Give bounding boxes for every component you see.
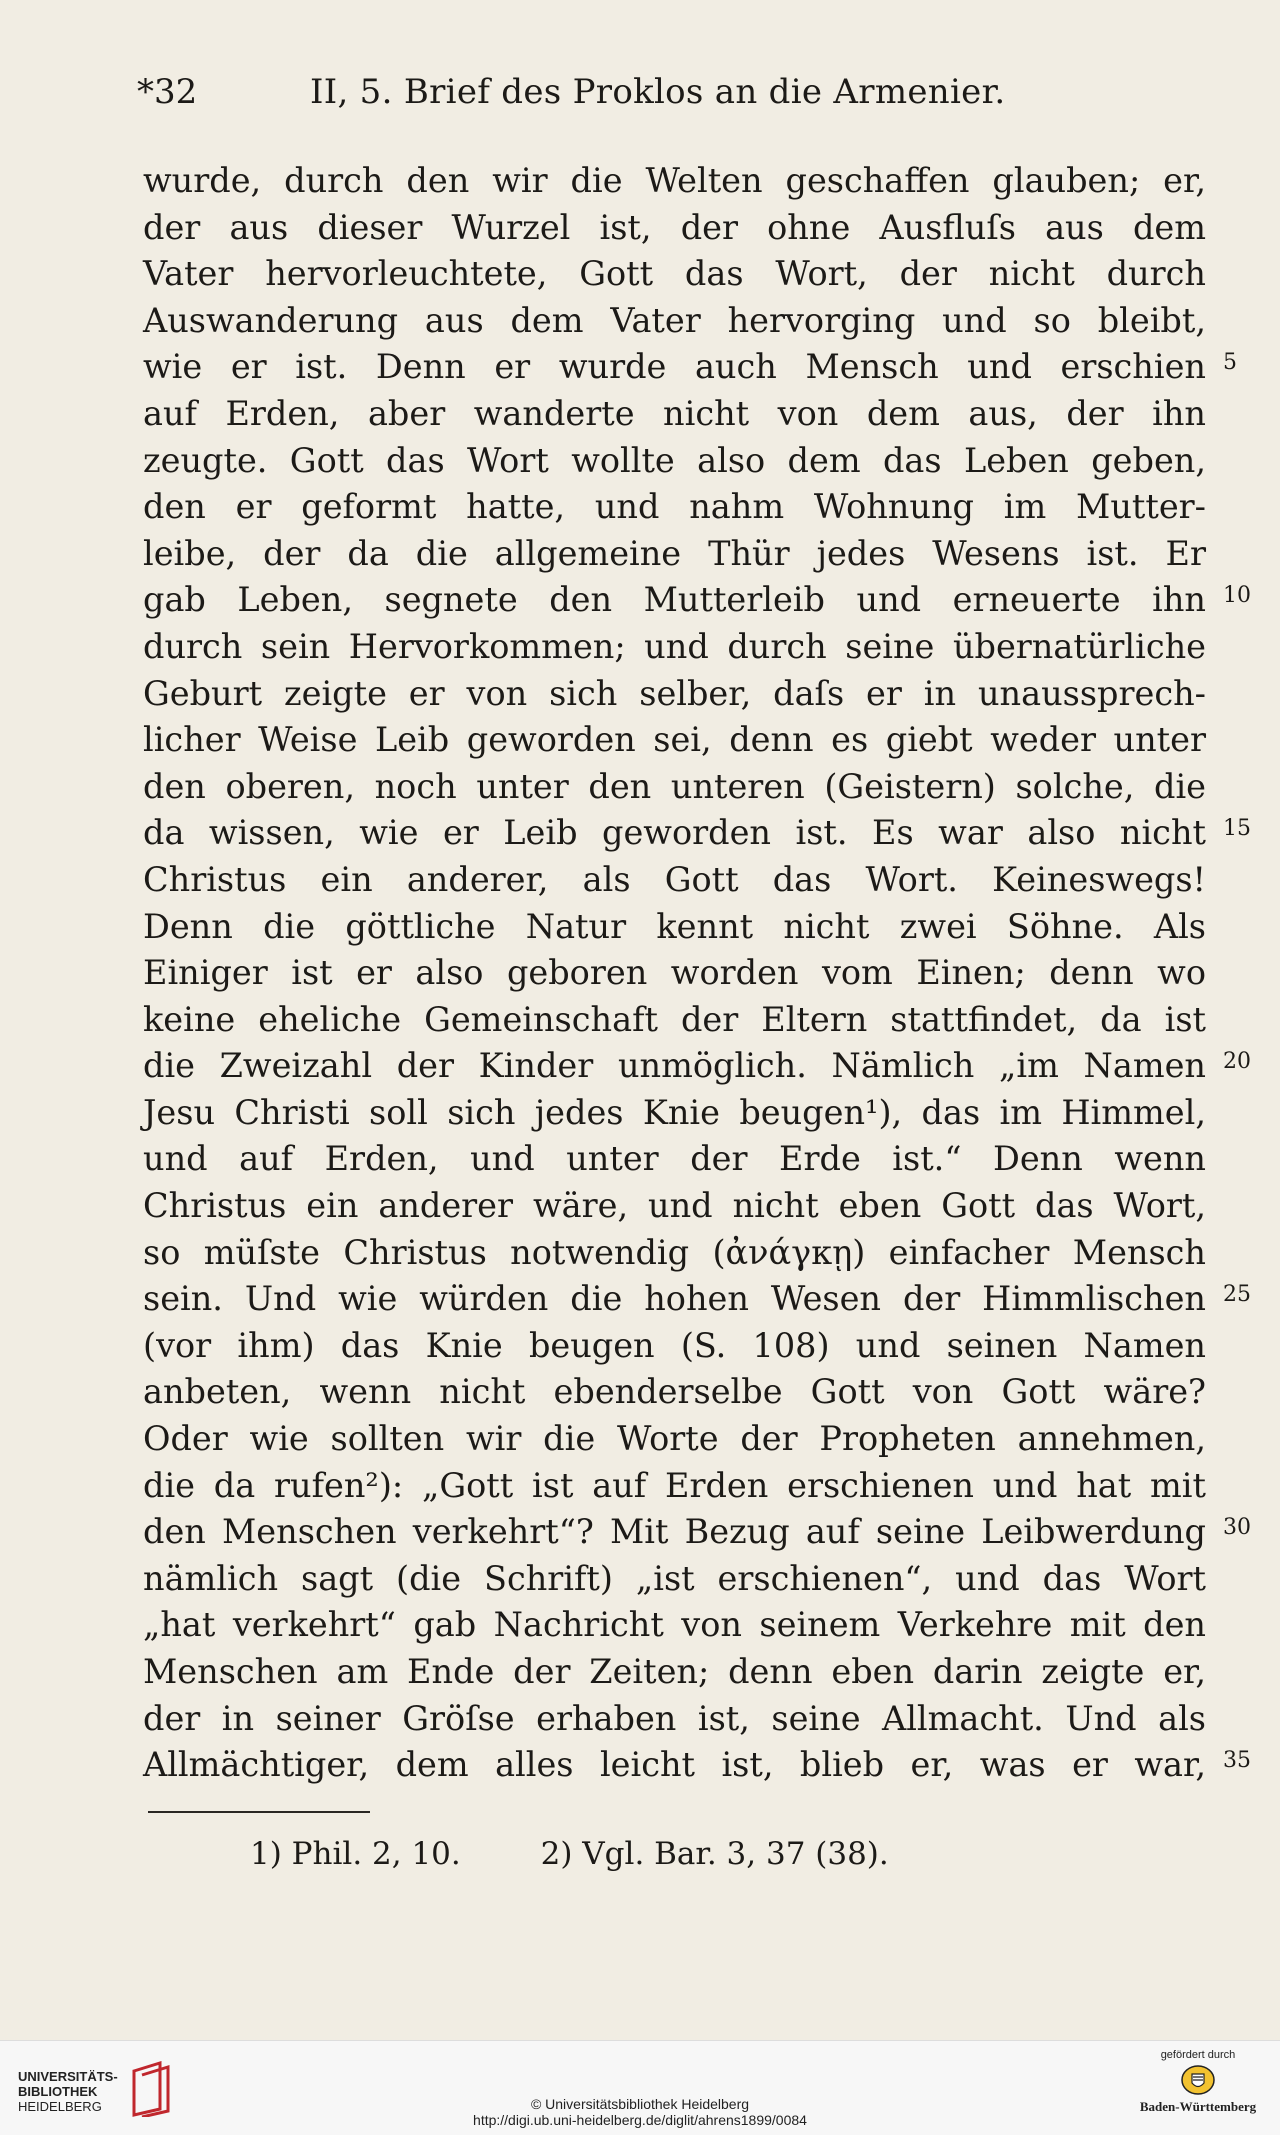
source-url-link[interactable]: http://digi.ub.uni-heidelberg.de/diglit/ahrens1899/0084 <box>473 2112 807 2128</box>
page-header <box>0 72 1280 122</box>
line-text: gab Leben, segnete den Mutterleib und erneuerte ihn <box>143 580 1206 620</box>
line-text: zeugte. Gott das Wort wollte also dem das Leben geben, <box>143 440 1206 480</box>
sponsor-block <box>1138 2049 1258 2115</box>
line-text: den er geformt hatte, und nahm Wohnung im Mutter- <box>143 487 1206 527</box>
copyright-notice <box>0 2096 1280 2128</box>
text-line <box>143 1276 1251 1323</box>
line-number: 10 <box>1223 583 1251 609</box>
line-text: keine eheliche Gemeinschaft der Eltern stattfindet, da ist <box>143 999 1206 1039</box>
text-line <box>143 1323 1206 1370</box>
text-line <box>143 1556 1206 1603</box>
text-line <box>143 1043 1251 1090</box>
text-line <box>143 344 1237 391</box>
text-line <box>143 298 1206 345</box>
line-text: nämlich sagt (die Schrift) „ist erschienen“, und das Wort <box>143 1558 1206 1598</box>
text-line <box>143 997 1206 1044</box>
text-line <box>143 764 1206 811</box>
text-line <box>143 1136 1206 1183</box>
footer-bar <box>0 2040 1280 2135</box>
line-text: Christus ein anderer, als Gott das Wort. Keineswegs! <box>143 859 1206 899</box>
line-number: 30 <box>1223 1515 1251 1541</box>
line-text: den Menschen verkehrt“? Mit Bezug auf seine Leibwerdung <box>143 1512 1206 1552</box>
line-text: Geburt zeigte er von sich selber, daſs er in unaussprech- <box>143 673 1206 713</box>
line-text: wurde, durch den wir die Welten geschaffen glauben; er, <box>143 161 1206 200</box>
text-line <box>143 1463 1206 1510</box>
line-text: Denn die göttliche Natur kennt nicht zwei Söhne. Als <box>143 906 1206 946</box>
text-line <box>143 671 1206 718</box>
line-text: leibe, der da die allgemeine Thür jedes Wesens ist. Er <box>143 533 1206 573</box>
text-line <box>143 205 1206 252</box>
line-number: 35 <box>1223 1748 1251 1774</box>
line-number: 5 <box>1223 350 1237 376</box>
line-text: „hat verkehrt“ gab Nachricht von seinem Verkehre mit den <box>143 1605 1206 1645</box>
line-text: die da rufen²): „Gott ist auf Erden erschienen und hat mit <box>143 1465 1206 1505</box>
line-text: der aus dieser Wurzel ist, der ohne Ausfluſs aus dem <box>143 207 1206 247</box>
page-number: *32 <box>137 72 198 112</box>
text-line <box>143 1649 1206 1696</box>
line-text: und auf Erden, und unter der Erde ist.“ Denn wenn <box>143 1139 1206 1179</box>
text-line <box>143 950 1206 997</box>
text-line <box>143 1696 1206 1743</box>
line-text: der in seiner Gröſse erhaben ist, seine Allmacht. Und als <box>143 1698 1206 1738</box>
line-text: Auswanderung aus dem Vater hervorging und so bleibt, <box>143 300 1206 340</box>
text-line <box>143 1742 1251 1789</box>
line-text: Einiger ist er also geboren worden vom Einen; denn wo <box>143 953 1206 993</box>
text-line <box>143 531 1206 578</box>
library-name-line1: UNIVERSITÄTS- <box>18 2069 118 2084</box>
sponsor-label: gefördert durch <box>1160 2049 1236 2061</box>
text-line <box>143 1230 1206 1277</box>
text-line <box>143 624 1206 671</box>
line-text: Vater hervorleuchtete, Gott das Wort, der nicht durch <box>143 254 1206 294</box>
text-line <box>143 810 1251 857</box>
line-text: Menschen am Ende der Zeiten; denn eben darin zeigte er, <box>143 1652 1206 1691</box>
text-line <box>143 1369 1206 1416</box>
sponsor-name: Baden-Württemberg <box>1139 2099 1257 2114</box>
text-line <box>143 577 1251 624</box>
line-text: Christus ein anderer wäre, und nicht eben Gott das Wort, <box>143 1186 1206 1226</box>
footnotes <box>250 1836 1150 1872</box>
line-text: Oder wie sollten wir die Worte der Propheten annehmen, <box>143 1419 1206 1459</box>
text-line <box>143 857 1206 904</box>
line-number: 15 <box>1223 816 1251 842</box>
line-text: auf Erden, aber wanderte nicht von dem aus, der ihn <box>143 393 1206 433</box>
text-line <box>143 1183 1206 1230</box>
line-text: die Zweizahl der Kinder unmöglich. Nämlich „im Namen <box>143 1046 1206 1086</box>
text-line <box>143 438 1206 485</box>
footnote-1: 1) Phil. 2, 10. <box>250 1836 461 1872</box>
line-text: den oberen, noch unter den unteren (Geistern) solche, die <box>143 766 1206 806</box>
text-line <box>143 1602 1206 1649</box>
text-line <box>143 484 1206 531</box>
line-text: (vor ihm) das Knie beugen (S. 108) und seinen Namen <box>143 1325 1206 1365</box>
footnote-2: 2) Vgl. Bar. 3, 37 (38). <box>540 1836 889 1872</box>
line-number: 20 <box>1223 1049 1251 1075</box>
text-line <box>143 1509 1251 1556</box>
library-name-line2: BIBLIOTHEK <box>18 2084 98 2099</box>
line-text: da wissen, wie er Leib geworden ist. Es war also nicht <box>143 813 1206 853</box>
line-text: sein. Und wie würden die hohen Wesen der Himmlischen <box>143 1279 1206 1319</box>
line-number: 25 <box>1223 1282 1251 1308</box>
line-text: so müſste Christus notwendig (ἀνάγκῃ) einfacher Mensch <box>143 1232 1206 1272</box>
copyright-text: © Universitätsbibliothek Heidelberg <box>530 2096 750 2112</box>
text-line <box>143 1416 1206 1463</box>
text-line <box>143 904 1206 951</box>
line-text: wie er ist. Denn er wurde auch Mensch und erschien <box>143 347 1206 387</box>
text-line <box>143 158 1206 205</box>
body-text <box>143 158 1251 1789</box>
footnote-rule <box>148 1811 370 1813</box>
text-line <box>143 717 1206 764</box>
running-title: II, 5. Brief des Proklos an die Armenier. <box>310 72 1006 112</box>
line-text: Allmächtiger, dem alles leicht ist, blieb er, was er war, <box>143 1745 1206 1785</box>
library-name-line3: HEIDELBERG <box>18 2099 102 2114</box>
line-text: anbeten, wenn nicht ebenderselbe Gott von Gott wäre? <box>143 1372 1206 1412</box>
text-line <box>143 1090 1206 1137</box>
coat-of-arms-icon <box>1181 2065 1215 2095</box>
line-text: Jesu Christi soll sich jedes Knie beugen¹), das im Himmel, <box>143 1092 1206 1132</box>
text-line <box>143 391 1206 438</box>
line-text: durch sein Hervorkommen; und durch seine übernatürliche <box>143 626 1206 666</box>
text-line <box>143 251 1206 298</box>
line-text: licher Weise Leib geworden sei, denn es giebt weder unter <box>143 720 1206 760</box>
